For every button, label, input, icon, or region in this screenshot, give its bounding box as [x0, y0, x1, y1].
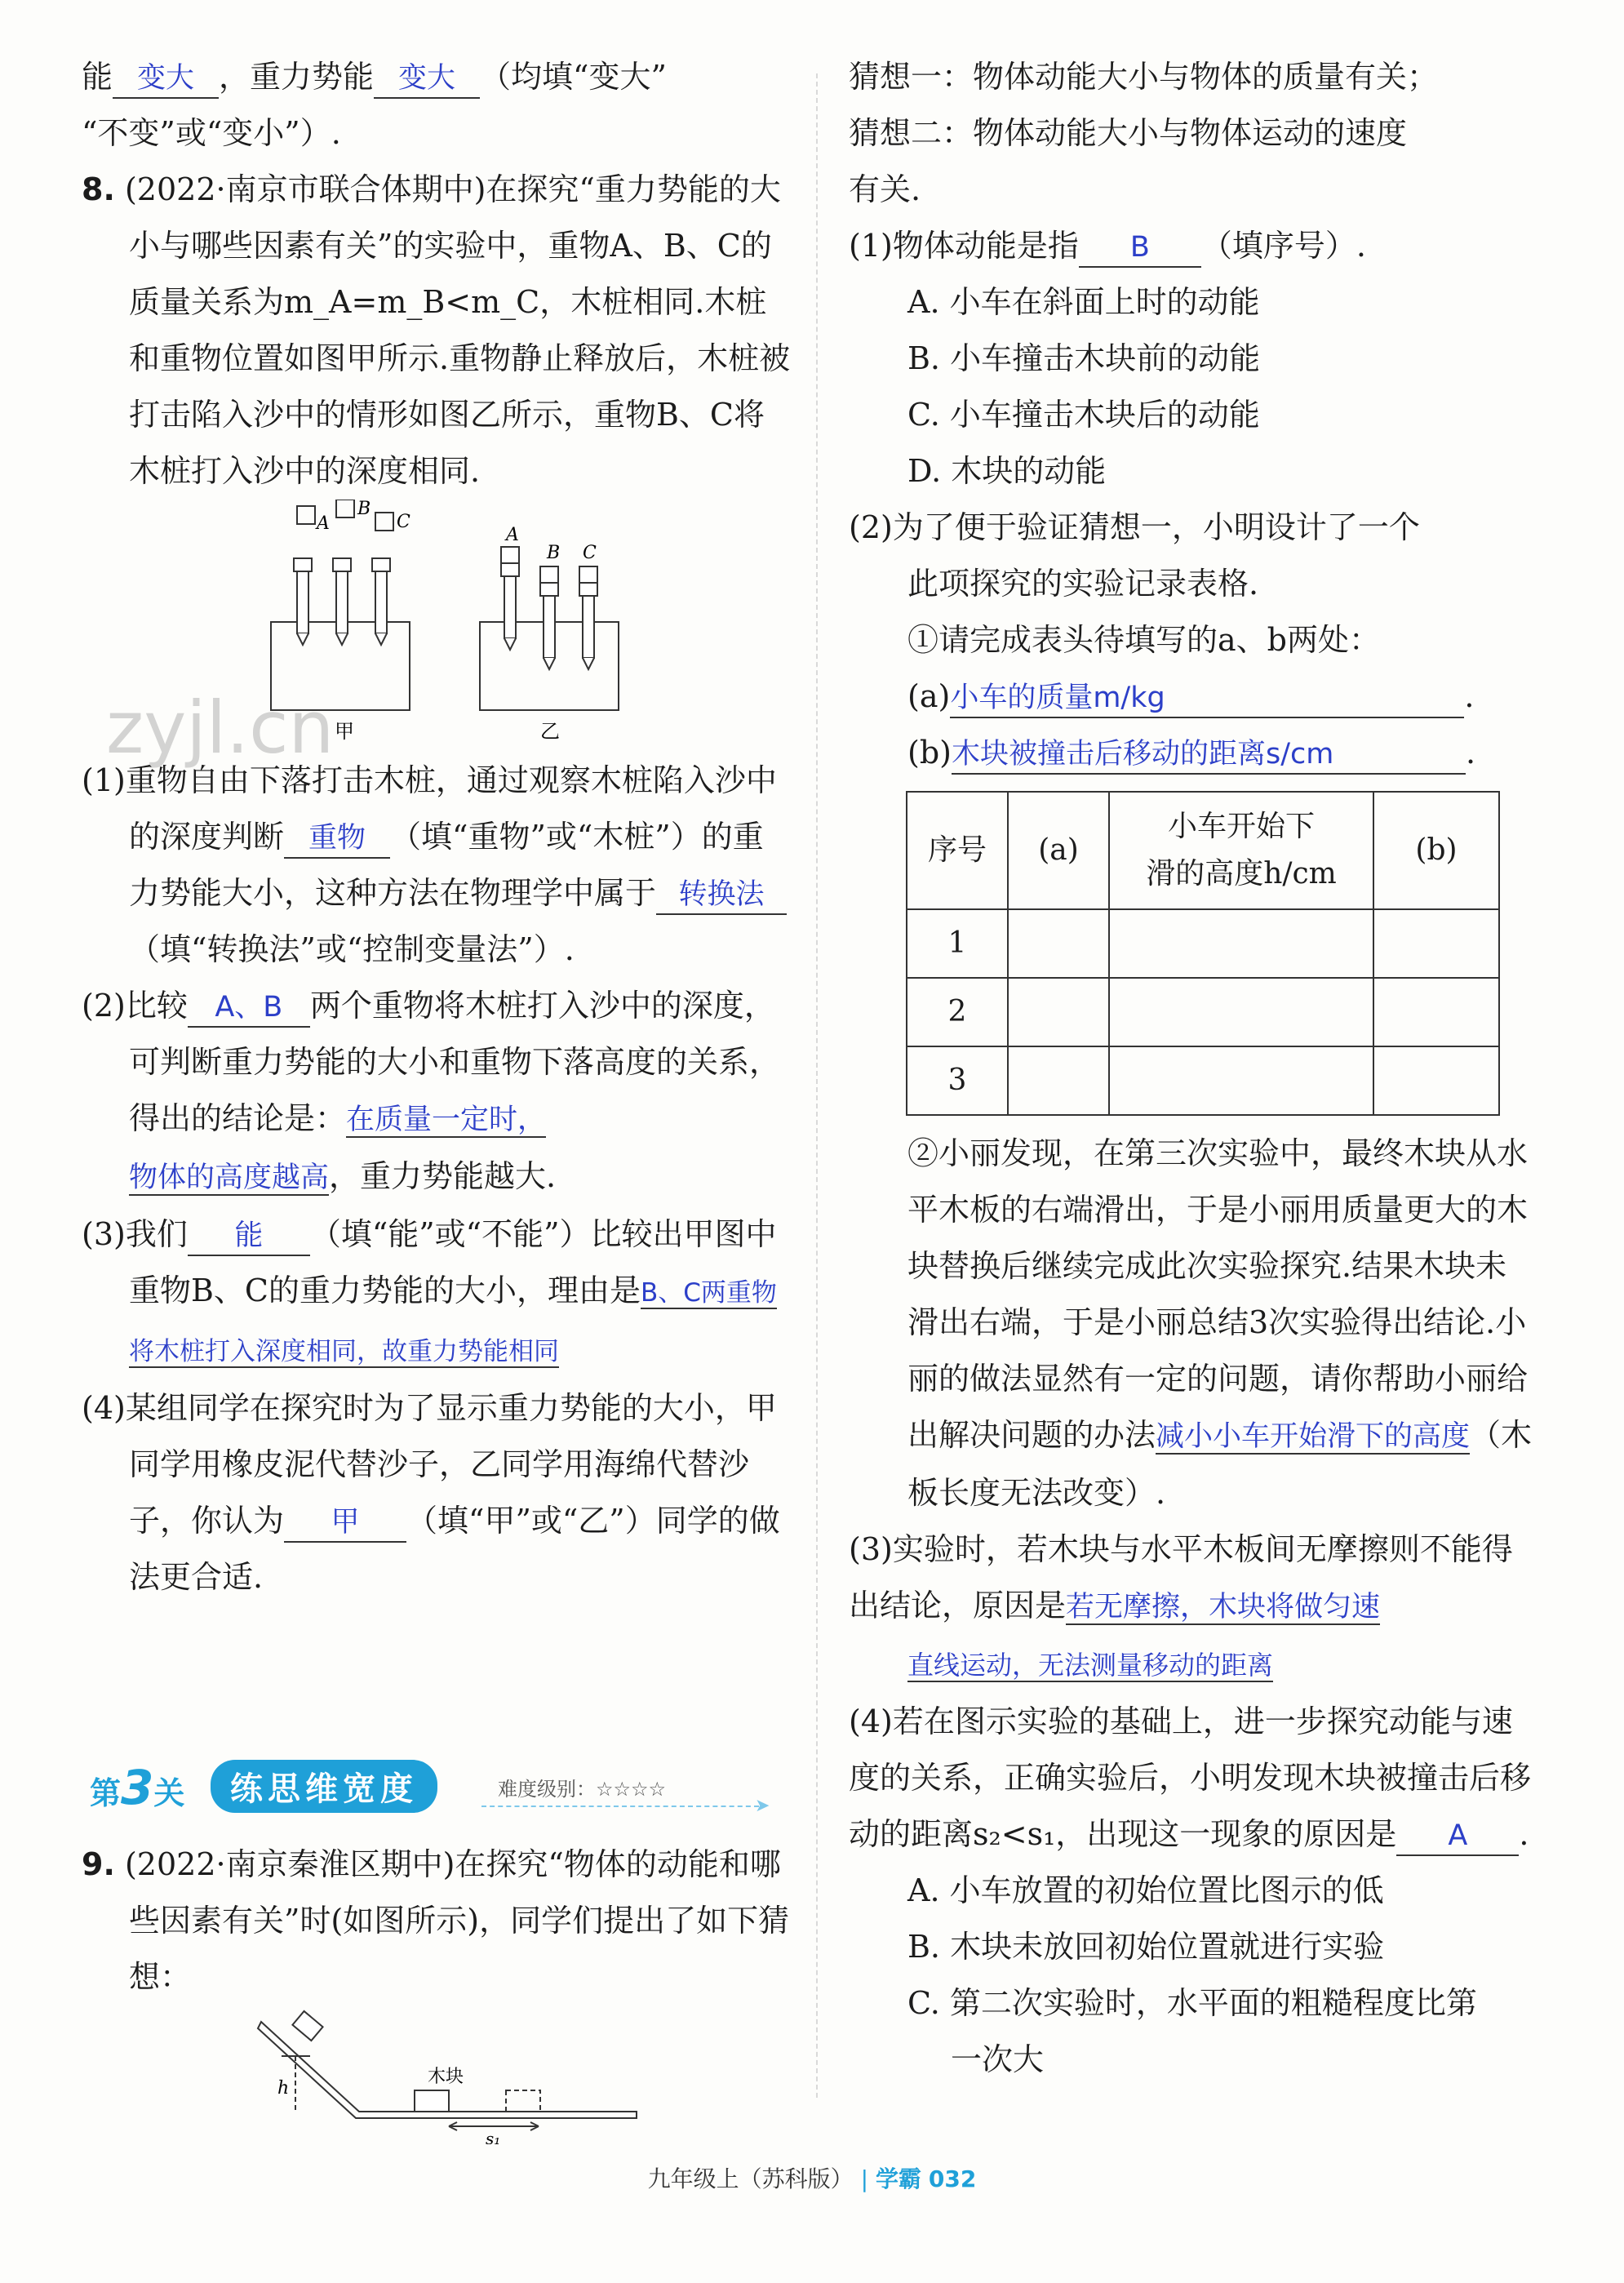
right-column	[849, 49, 1534, 2088]
option-b: B. 小车撞击木块前的动能	[907, 340, 1261, 376]
option-c: C. 小车撞击木块后的动能	[907, 397, 1260, 433]
table-header: (a)	[1008, 792, 1109, 909]
guess-2: 猜想二：物体动能大小与物体运动的速度	[849, 115, 1408, 151]
answer-blank[interactable]: A	[1396, 1817, 1519, 1856]
question-number: 8.	[82, 171, 115, 207]
answer-text[interactable]: B、C两重物将木桩打入深度相同，故重力势能相同	[129, 1278, 777, 1366]
answer-text[interactable]: 直线运动，无法测量移动的距离	[907, 1650, 1274, 1681]
answer-blank[interactable]: 变大	[374, 60, 480, 99]
q8-part-2: (2)比较 A、B 两个重物将木桩打入沙中的深度，可判断重力势能的大小和重物下落高度的关系，得出的结论是：在质量一定时， 物体的高度越高，重力势能越大.	[82, 988, 781, 1194]
svg-text:A: A	[317, 513, 330, 534]
svg-text:C: C	[397, 512, 410, 532]
answer-blank[interactable]: 变大	[113, 60, 219, 99]
answer-blank[interactable]: 能	[188, 1217, 310, 1256]
watermark: zyjl.cn	[106, 686, 335, 770]
ramp-diagram	[82, 2005, 792, 2144]
table-header: (b)	[1373, 792, 1499, 909]
grade-label: 九年级上（苏科版）	[647, 2165, 854, 2192]
q9-part-1: (1)物体动能是指 B （填序号）.	[849, 218, 1534, 274]
blank-b-line: (b)木块被撞击后移动的距离s/cm .	[849, 725, 1534, 781]
option-c: C. 第二次实验时，水平面的粗糙程度比第	[907, 1985, 1477, 2021]
answer-text[interactable]: 物体的高度越高	[129, 1161, 330, 1194]
answer-text[interactable]: 在质量一定时，	[346, 1104, 547, 1136]
level-title: 练思维宽度	[211, 1760, 437, 1813]
table-header: 小车开始下 滑的高度h/cm	[1109, 792, 1373, 909]
carryover-line-2: “不变”或“变小”）.	[82, 115, 341, 151]
question-8	[82, 162, 792, 1606]
guess-2-cont: 有关.	[849, 171, 921, 207]
q9-part-2-cont: 此项探究的实验记录表格.	[907, 566, 1259, 602]
q9-figure	[82, 2005, 792, 2144]
svg-text:B: B	[547, 543, 561, 563]
q8-part-1: (1)重物自由下落打击木桩，通过观察木桩陷入沙中的深度判断 重物 （填“重物”或“木桩”）的重力势能大小，这种方法在物理学中属于 转换法（填“转换法”或“控制变量法”）.	[82, 753, 792, 978]
record-table	[906, 791, 1500, 1116]
option-c-cont: 一次大	[951, 2041, 1045, 2077]
q9-part-3-answer	[849, 1636, 1534, 1694]
arrow-icon: ➤	[755, 1796, 770, 1816]
answer-blank[interactable]: 小车的质量m/kg	[950, 679, 1464, 718]
answer-blank[interactable]: 转换法	[656, 876, 787, 915]
sub-question-2: ②小丽发现，在第三次实验中，最终木块从水平木板的右端滑出，于是小丽用质量更大的木块替换后继续完成此次实验探究.结果木块未滑出右端，于是小丽总结3次实验得出结论.小丽的做法显然有一定的问题，请你帮助小丽给出解决问题的办法减小小车开始滑下的高度（木板长度无法改变）.	[907, 1135, 1533, 1511]
q8-figure	[82, 500, 792, 753]
table-header-row	[907, 792, 1499, 909]
question-9	[82, 1837, 792, 2144]
figure-label-jia: 甲	[335, 720, 354, 743]
table-row: 3	[907, 1046, 1499, 1115]
column-divider	[816, 73, 818, 2098]
carryover-line-1: 能 变大 ，重力势能 变大 （均填“变大”	[82, 49, 792, 105]
table-row: 1	[907, 909, 1499, 978]
q8-part-3: (3)我们 能 （填“能”或“不能”）比较出甲图中重物B、C的重力势能的大小，理由是B、C两重物将木桩打入深度相同，故重力势能相同	[82, 1216, 777, 1366]
answer-text[interactable]: 若无摩擦，木块将做匀速	[1066, 1591, 1381, 1623]
q8-stem: 8. (2022·南京市联合体期中)在探究“重力势能的大小与哪些因素有关”的实验中，重物A、B、C的质量关系为m_A=m_B<m_C，木桩相同.木桩和重物位置如图甲所示.重物静止释放后，木桩被打击陷入沙中的情形如图乙所示，重物B、C将木桩打入沙中的深度相同.	[82, 171, 791, 489]
q8-part-4: (4)某组同学在探究时为了显示重力势能的大小，甲同学用橡皮泥代替沙子，乙同学用海绵代替沙子，你认为 甲 （填“甲”或“乙”）同学的做法更合适.	[82, 1390, 780, 1595]
level-dashed-line	[481, 1806, 759, 1807]
svg-text:B: B	[357, 500, 371, 519]
q9-part-2: (2)为了便于验证猜想一，小明设计了一个	[849, 509, 1420, 545]
table-header: 序号	[907, 792, 1008, 909]
difficulty-label: 难度级别：☆☆☆☆	[498, 1778, 667, 1801]
answer-blank[interactable]: A、B	[188, 988, 310, 1028]
table-row: 2	[907, 978, 1499, 1046]
q9-part-4: (4)若在图示实验的基础上，进一步探究动能与速度的关系，正确实验后，小明发现木块被撞击后移动的距离s₂<s₁，出现这一现象的原因是 A .	[849, 1694, 1534, 1863]
guess-1: 猜想一：物体动能大小与物体的质量有关；	[849, 59, 1439, 95]
svg-text:A: A	[506, 525, 519, 545]
page-footer	[0, 2161, 1624, 2194]
level-banner	[90, 1753, 770, 1819]
footer-separator: |	[860, 2165, 869, 2192]
blank-a-line: (a)小车的质量m/kg .	[849, 668, 1534, 725]
stake-diagram	[82, 500, 792, 753]
answer-blank[interactable]: 木块被撞击后移动的距离s/cm	[952, 735, 1466, 775]
answer-blank[interactable]: 重物	[284, 819, 390, 859]
sub-question-1: ①请完成表头待填写的a、b两处：	[907, 622, 1380, 658]
svg-text:C: C	[583, 543, 597, 563]
answer-blank[interactable]: B	[1079, 229, 1201, 268]
figure-label-yi: 乙	[540, 720, 560, 743]
answer-text[interactable]: 减小小车开始滑下的高度	[1156, 1420, 1471, 1453]
option-d: D. 木块的动能	[907, 453, 1107, 489]
s-label: s₁	[486, 2129, 501, 2144]
h-label: h	[277, 2078, 290, 2099]
page-number: 032	[928, 2165, 977, 2192]
answer-blank[interactable]: 甲	[284, 1503, 406, 1543]
brand-label: 学霸	[875, 2165, 921, 2192]
option-b: B. 木块未放回初始位置就进行实验	[907, 1929, 1385, 1965]
question-number: 9.	[82, 1846, 115, 1882]
q9-part-3: (3)实验时，若木块与水平木板间无摩擦则不能得出结论，原因是若无摩擦，木块将做匀速	[849, 1531, 1513, 1623]
option-a: A. 小车在斜面上时的动能	[907, 284, 1260, 320]
level-number: 第3关	[90, 1760, 185, 1815]
q9-stem: 9. (2022·南京秦淮区期中)在探究“物体的动能和哪些因素有关”时(如图所示)，同学们提出了如下猜想：	[82, 1846, 790, 1995]
left-column	[82, 49, 792, 1606]
option-a: A. 小车放置的初始位置比图示的低	[907, 1872, 1384, 1908]
block-label: 木块	[428, 2067, 464, 2087]
